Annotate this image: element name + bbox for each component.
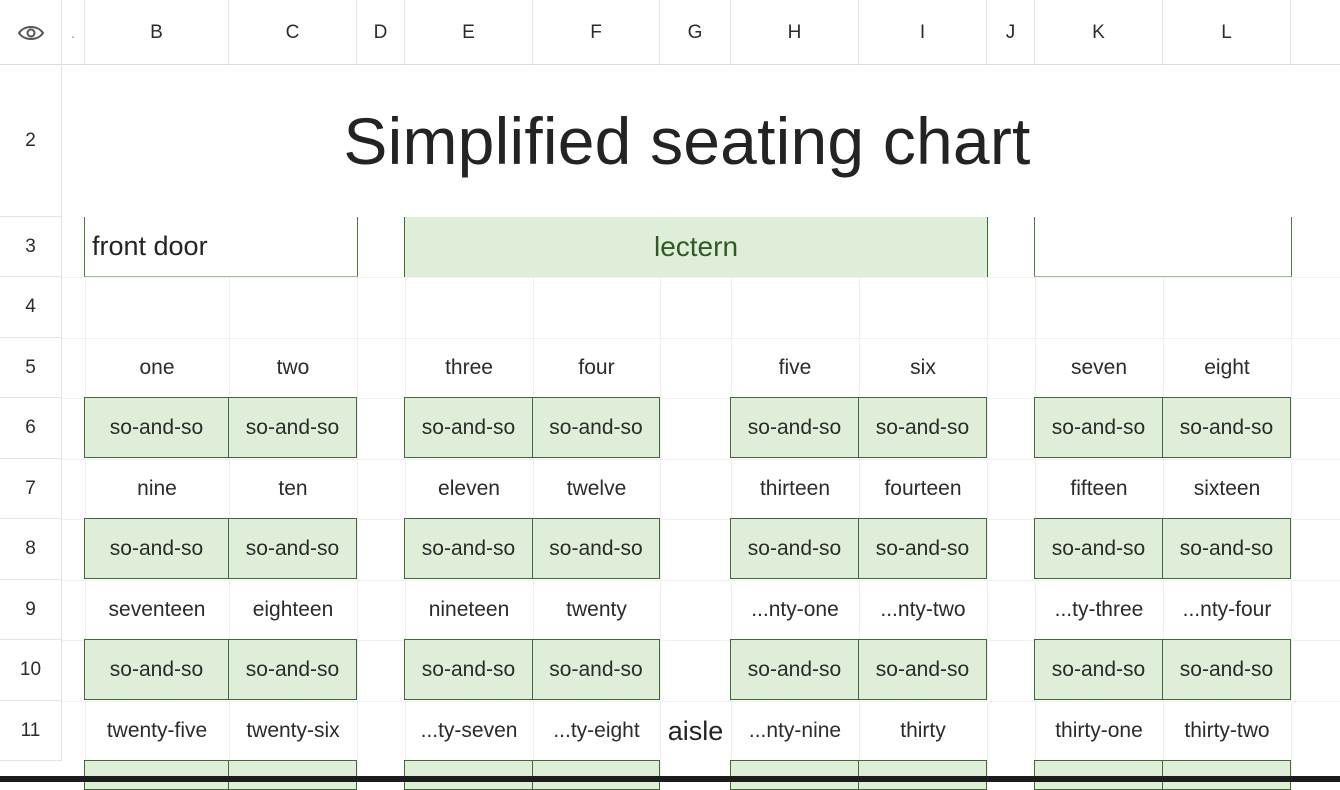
seat-number-label[interactable]: eleven [438, 477, 500, 500]
seat-number-label[interactable]: thirty [900, 719, 946, 742]
row-header-9[interactable]: 9 [0, 580, 62, 640]
seat-cell[interactable]: so-and-so [1034, 397, 1163, 458]
row-header-4[interactable]: 4 [0, 277, 62, 338]
seat-cell[interactable] [532, 760, 660, 790]
row-header-11[interactable]: 11 [0, 701, 62, 761]
seat-number-label[interactable]: nineteen [428, 598, 510, 621]
seat-number-label[interactable]: ...ty-eight [553, 719, 640, 742]
seat-cell[interactable]: so-and-so [858, 639, 987, 700]
seat-cell[interactable]: so-and-so [1034, 518, 1163, 579]
seat-number-label[interactable]: five [778, 356, 812, 379]
seat-cell[interactable]: so-and-so [858, 397, 987, 458]
bottom-bar [0, 776, 1340, 782]
column-header-f[interactable]: F [533, 0, 660, 65]
seat-cell[interactable]: so-and-so [1162, 639, 1291, 700]
corner-header[interactable] [0, 0, 62, 65]
seat-number-label[interactable]: fourteen [884, 477, 962, 500]
column-header-l[interactable]: L [1163, 0, 1291, 65]
seat-cell[interactable]: so-and-so [532, 639, 660, 700]
seat-cell[interactable] [858, 760, 987, 790]
seat-cell[interactable]: so-and-so [404, 397, 533, 458]
front-door-cell[interactable]: front door [84, 217, 358, 277]
seat-number-label[interactable]: twenty-five [106, 719, 208, 742]
seat-cell[interactable]: so-and-so [228, 639, 357, 700]
seat-cell[interactable] [404, 760, 533, 790]
seat-cell[interactable]: so-and-so [404, 639, 533, 700]
row-header-10[interactable]: 10 [0, 640, 62, 701]
grid-line [62, 277, 1340, 278]
seat-number-label[interactable]: twenty-six [246, 719, 340, 742]
seat-number-label[interactable]: ...nty-four [1182, 598, 1272, 621]
seat-cell[interactable]: so-and-so [532, 397, 660, 458]
seat-number-label[interactable]: ...nty-nine [748, 719, 842, 742]
seat-number-label[interactable]: six [910, 356, 936, 379]
seat-number-label[interactable]: one [139, 356, 175, 379]
seat-number-label[interactable]: twenty [566, 598, 627, 621]
seat-number-label[interactable]: seven [1070, 356, 1128, 379]
chart-title-cell[interactable]: Simplified seating chart [343, 104, 1031, 178]
seat-cell[interactable] [228, 760, 357, 790]
column-header-d[interactable]: D [357, 0, 405, 65]
seat-number-label[interactable]: fifteen [1070, 477, 1128, 500]
seat-cell[interactable]: so-and-so [730, 639, 859, 700]
row-header-6[interactable]: 6 [0, 398, 62, 459]
seat-number-label[interactable]: three [445, 356, 493, 379]
row-header-2[interactable]: 2 [0, 66, 62, 217]
seat-cell[interactable]: so-and-so [1162, 518, 1291, 579]
column-header-a[interactable]: . [62, 0, 85, 65]
row-header-5[interactable]: 5 [0, 338, 62, 398]
seat-number-label[interactable]: ...ty-three [1054, 598, 1144, 621]
grid-line [357, 276, 358, 782]
seat-cell[interactable] [1162, 760, 1291, 790]
column-header-j[interactable]: J [987, 0, 1035, 65]
seat-number-label[interactable]: thirty-two [1184, 719, 1270, 742]
seat-number-label[interactable]: eight [1204, 356, 1250, 379]
seat-cell[interactable]: so-and-so [404, 518, 533, 579]
seat-number-label[interactable]: ...nty-one [751, 598, 839, 621]
seat-cell[interactable]: so-and-so [84, 639, 229, 700]
aisle-label[interactable]: aisle [667, 715, 724, 746]
seat-number-label[interactable]: ten [278, 477, 308, 500]
seat-number-label[interactable]: thirty-one [1055, 719, 1143, 742]
column-header-b[interactable]: B [85, 0, 229, 65]
row-header-7[interactable]: 7 [0, 459, 62, 519]
column-header-h[interactable]: H [731, 0, 859, 65]
column-header-i[interactable]: I [859, 0, 987, 65]
seat-number-label[interactable]: two [276, 356, 310, 379]
seat-number-label[interactable]: ...nty-two [880, 598, 966, 621]
seat-cell[interactable]: so-and-so [1034, 639, 1163, 700]
column-header-e[interactable]: E [405, 0, 533, 65]
seat-cell[interactable] [1034, 760, 1163, 790]
seat-cell[interactable] [730, 760, 859, 790]
lectern-cell[interactable]: lectern [404, 217, 988, 277]
column-header-g[interactable]: G [660, 0, 731, 65]
seat-cell[interactable]: so-and-so [730, 397, 859, 458]
seat-cell[interactable]: so-and-so [84, 518, 229, 579]
row-header-3[interactable]: 3 [0, 217, 62, 277]
eye-icon[interactable] [17, 23, 45, 43]
row-header-8[interactable]: 8 [0, 519, 62, 580]
seat-number-label[interactable]: eighteen [252, 598, 334, 621]
seat-number-label[interactable]: four [578, 356, 615, 379]
seat-cell[interactable]: so-and-so [532, 518, 660, 579]
seat-cell[interactable]: so-and-so [84, 397, 229, 458]
seat-cell[interactable]: so-and-so [228, 397, 357, 458]
seat-cell[interactable]: so-and-so [1162, 397, 1291, 458]
seat-cell[interactable]: so-and-so [228, 518, 357, 579]
seat-cell[interactable] [84, 760, 229, 790]
seat-number-label[interactable]: sixteen [1193, 477, 1261, 500]
seat-number-label[interactable]: seventeen [108, 598, 206, 621]
seat-number-label[interactable]: twelve [566, 477, 627, 500]
seat-cell[interactable]: so-and-so [858, 518, 987, 579]
seat-cell[interactable]: so-and-so [730, 518, 859, 579]
seat-number-label[interactable]: ...ty-seven [420, 719, 518, 742]
column-header-k[interactable]: K [1035, 0, 1163, 65]
seat-number-label[interactable]: nine [137, 477, 177, 500]
seat-number-label[interactable]: thirteen [759, 477, 831, 500]
column-header-c[interactable]: C [229, 0, 357, 65]
grid-line [1291, 276, 1292, 782]
grid-line [987, 276, 988, 782]
empty-box-cell[interactable] [1034, 217, 1292, 277]
